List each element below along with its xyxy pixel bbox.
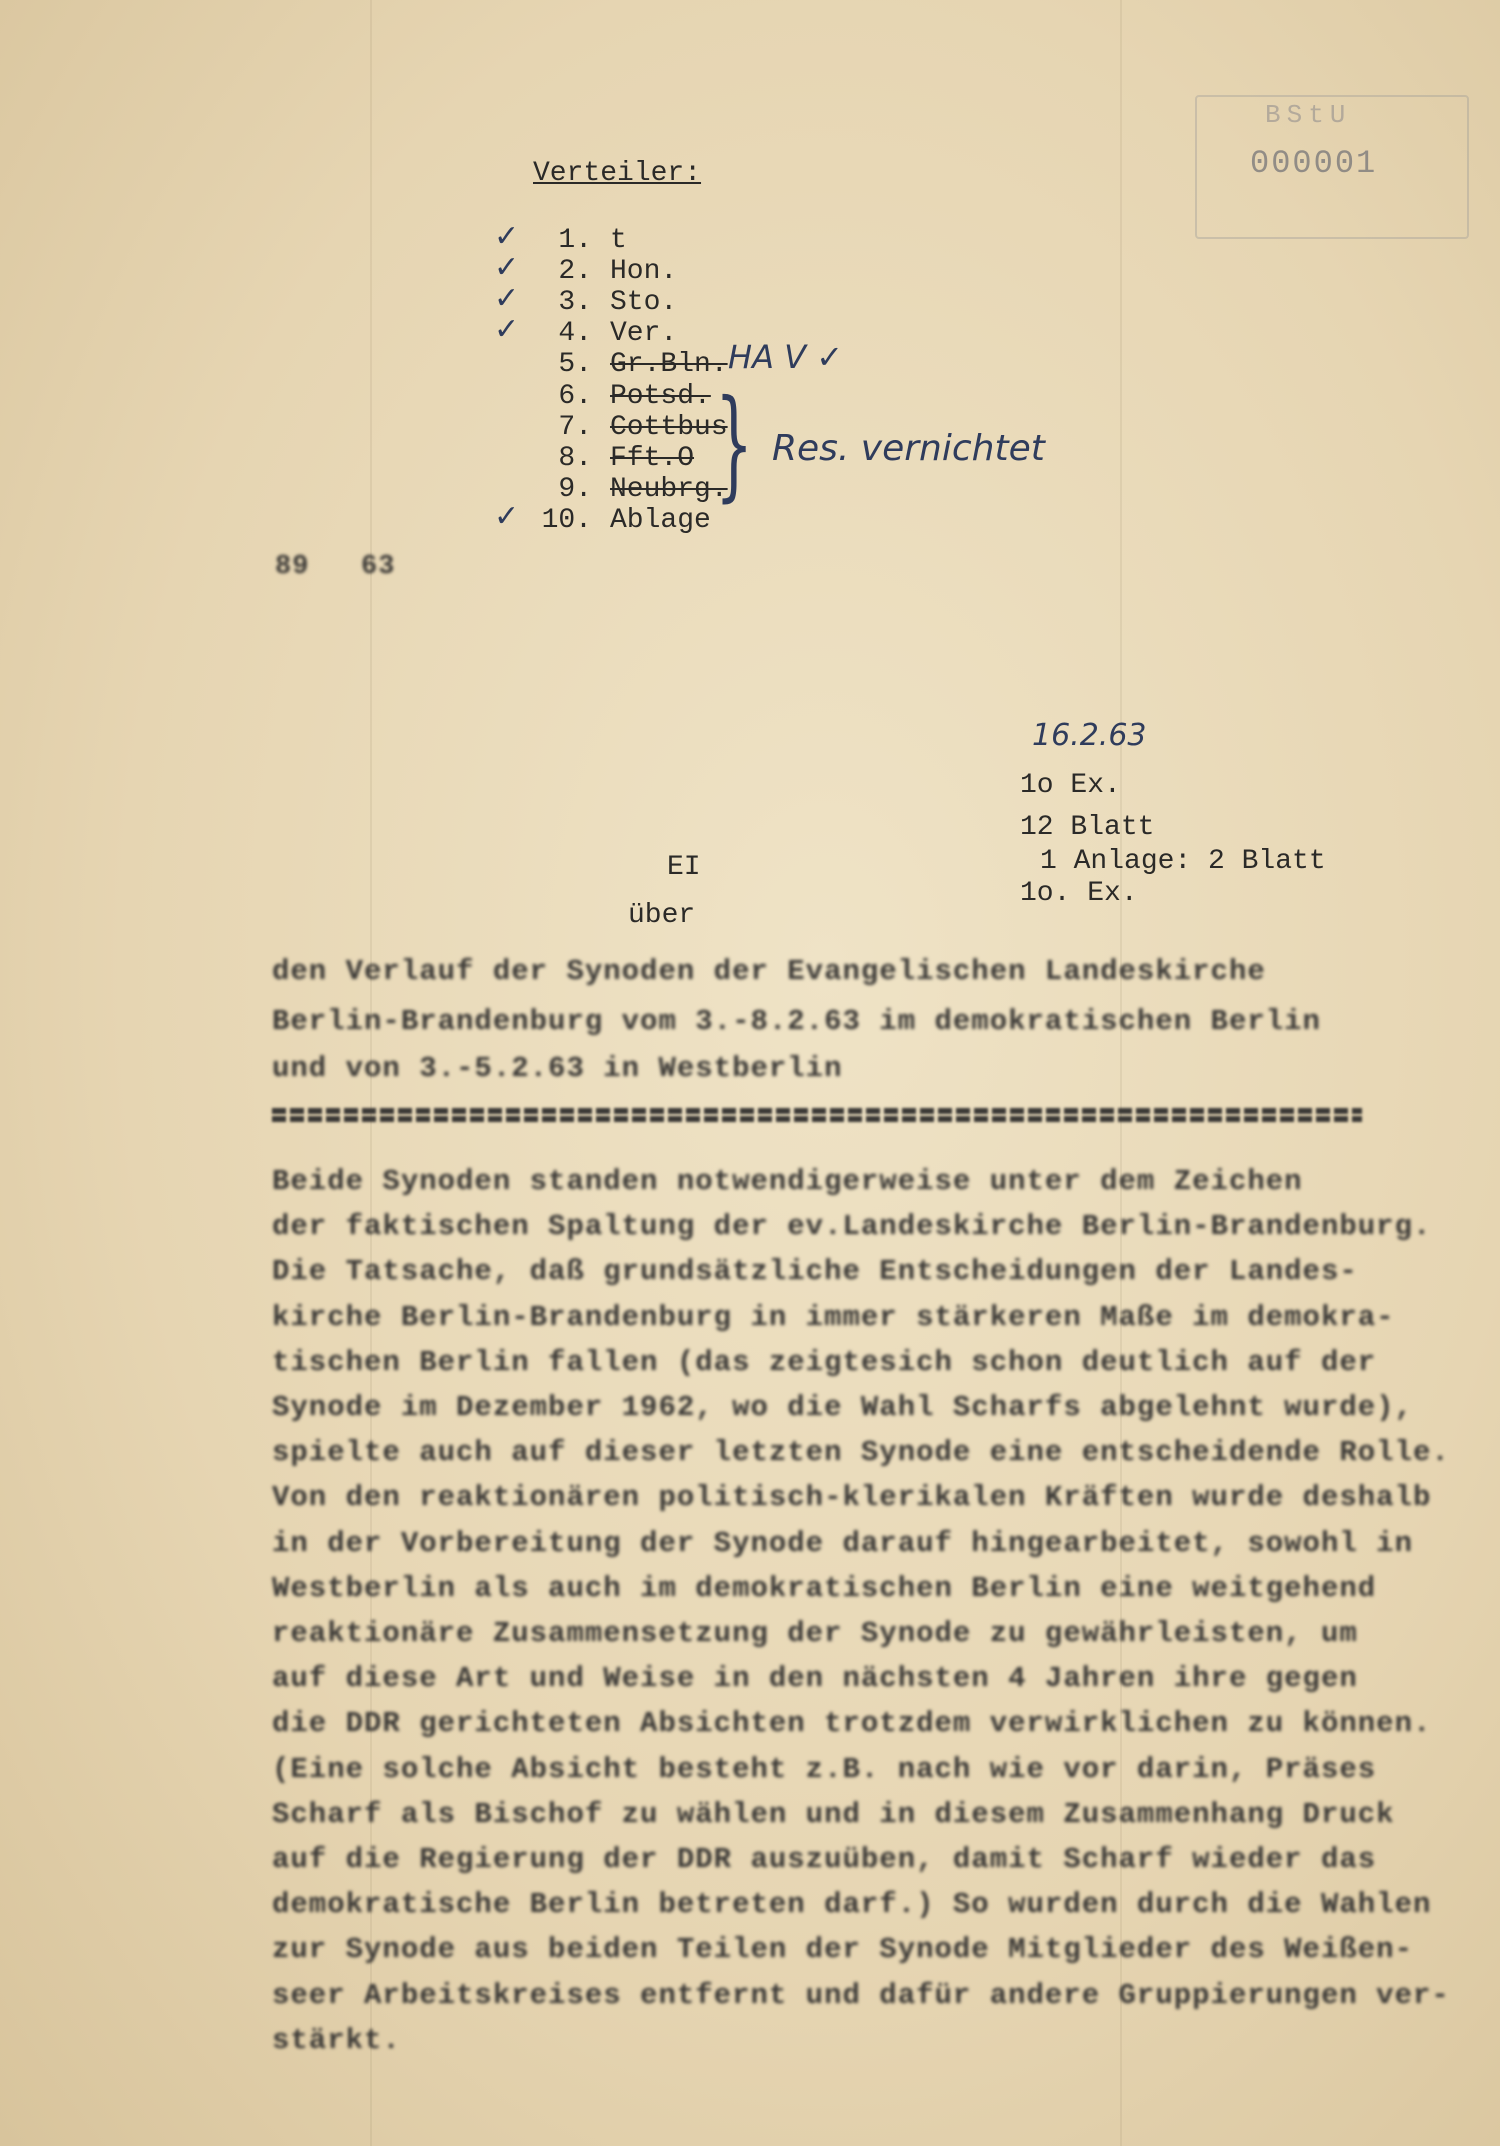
check-mark-icon: ✓ [494,281,520,316]
distribution-item-label: Potsd. [610,381,711,412]
body-line: Beide Synoden standen notwendigerweise unter dem Zeichen [272,1165,1303,1198]
distribution-item-label: Sto. [610,287,678,318]
handwritten-date: 16.2.63 [1032,718,1147,753]
body-line: (Eine solche Absicht besteht z.B. nach wie vor darin, Präses [272,1752,1377,1786]
document-type: EI [667,852,701,883]
body-line: Westberlin als auch im demokratischen Berlin eine weitgehend [272,1571,1377,1605]
body-line: kirche Berlin-Brandenburg in immer stärkeren Maße im demokra- [272,1300,1395,1334]
body-line: stärkt. [272,2023,401,2057]
distribution-item [520,443,694,474]
distribution-item-number: 10. [541,505,592,536]
reference-number: 89 63 [275,552,396,582]
distribution-item-number: 4. [558,318,592,349]
distribution-item [520,412,728,443]
distribution-item-number: 8. [558,443,592,474]
body-line: seer Arbeitskreises entfernt und dafür andere Gruppierungen ver- [272,1978,1450,2012]
check-mark-icon: ✓ [494,250,520,285]
distribution-heading: Verteiler: [533,158,702,189]
distribution-item-number: 7. [558,412,592,443]
body-line: auf diese Art und Weise in den nächsten 4 Jahren ihre gegen [272,1662,1358,1696]
distribution-item-number: 3. [558,287,592,318]
body-line: demokratische Berlin betreten darf.) So wurden durch die Wahlen [272,1888,1432,1922]
distribution-item-label: Ver. [610,318,678,349]
distribution-item-label: Neubrg. [610,474,728,505]
body-line: Synode im Dezember 1962, wo die Wahl Scharfs abgelehnt wurde), [272,1391,1413,1424]
archive-stamp-label: BStU [1265,100,1352,130]
distribution-item-label: Ablage [610,505,711,536]
check-mark-icon: ✓ [494,312,520,347]
body-line: reaktionäre Zusammensetzung der Synode zu gewährleisten, um [272,1617,1358,1650]
distribution-item [520,256,677,287]
distribution-item [520,287,677,318]
brace-mark: } [715,375,754,514]
body-line: die DDR gerichteten Absichten trotzdem verwirklichen zu können. [272,1707,1432,1741]
distribution-item [520,349,728,380]
distribution-item-number: 9. [558,474,592,505]
attachment-copies: 1o. Ex. [1020,878,1138,909]
check-mark-icon: ✓ [494,499,520,534]
subject-line: und von 3.-5.2.63 in Westberlin [272,1052,843,1085]
distribution-item-number: 2. [558,256,592,287]
body-line: Von den reaktionären politisch-klerikalen Kräften wurde deshalb [272,1481,1432,1515]
body-line: tischen Berlin fallen (das zeigtesich schon deutlich auf der [272,1345,1377,1379]
copies-count: 1o Ex. [1020,770,1121,801]
attachment-info: 1 Anlage: 2 Blatt [1040,846,1326,877]
distribution-item-number: 5. [558,349,592,380]
distribution-item [520,381,711,412]
distribution-item [520,225,627,256]
subject-double-underline [272,1116,1362,1122]
document-type-about: über [628,900,696,931]
body-line: auf die Regierung der DDR auszuüben, damit Scharf wieder das [272,1843,1377,1876]
distribution-item-number: 1. [558,225,592,256]
archive-stamp-number: 000001 [1250,145,1378,182]
body-line: zur Synode aus beiden Teilen der Synode Mitglieder des Weißen- [272,1933,1413,1967]
body-line: der faktischen Spaltung der ev.Landeskirche Berlin-Brandenburg. [272,1210,1432,1244]
distribution-item-label: Hon. [610,256,678,287]
subject-line: den Verlauf der Synoden der Evangelischen Landeskirche [272,955,1266,988]
sheet-count: 12 Blatt [1020,812,1155,843]
body-line: spielte auch auf dieser letzten Synode eine entscheidende Rolle. [272,1436,1450,1470]
distribution-item-number: 6. [558,381,592,412]
subject-double-underline [272,1108,1362,1114]
distribution-item-label: Cottbus [610,412,728,443]
body-line: in der Vorbereitung der Synode darauf hingearbeitet, sowohl in [272,1526,1413,1560]
check-mark-icon: ✓ [494,219,520,254]
distribution-item-label: Gr.Bln. [610,349,728,380]
distribution-item [520,318,677,349]
distribution-item [520,474,728,505]
distribution-item-label: Fft.O [610,443,695,474]
body-line: Scharf als Bischof zu wählen und in diesem Zusammenhang Druck [272,1797,1395,1831]
distribution-item-label: t [610,225,627,256]
body-line: Die Tatsache, daß grundsätzliche Entscheidungen der Landes- [272,1255,1358,1289]
handwritten-hav-note: HA V ✓ [728,338,843,376]
subject-line: Berlin-Brandenburg vom 3.-8.2.63 im demokratischen Berlin [272,1005,1321,1038]
distribution-item [520,505,711,536]
handwritten-destroyed-note: Res. vernichtet [772,428,1045,469]
